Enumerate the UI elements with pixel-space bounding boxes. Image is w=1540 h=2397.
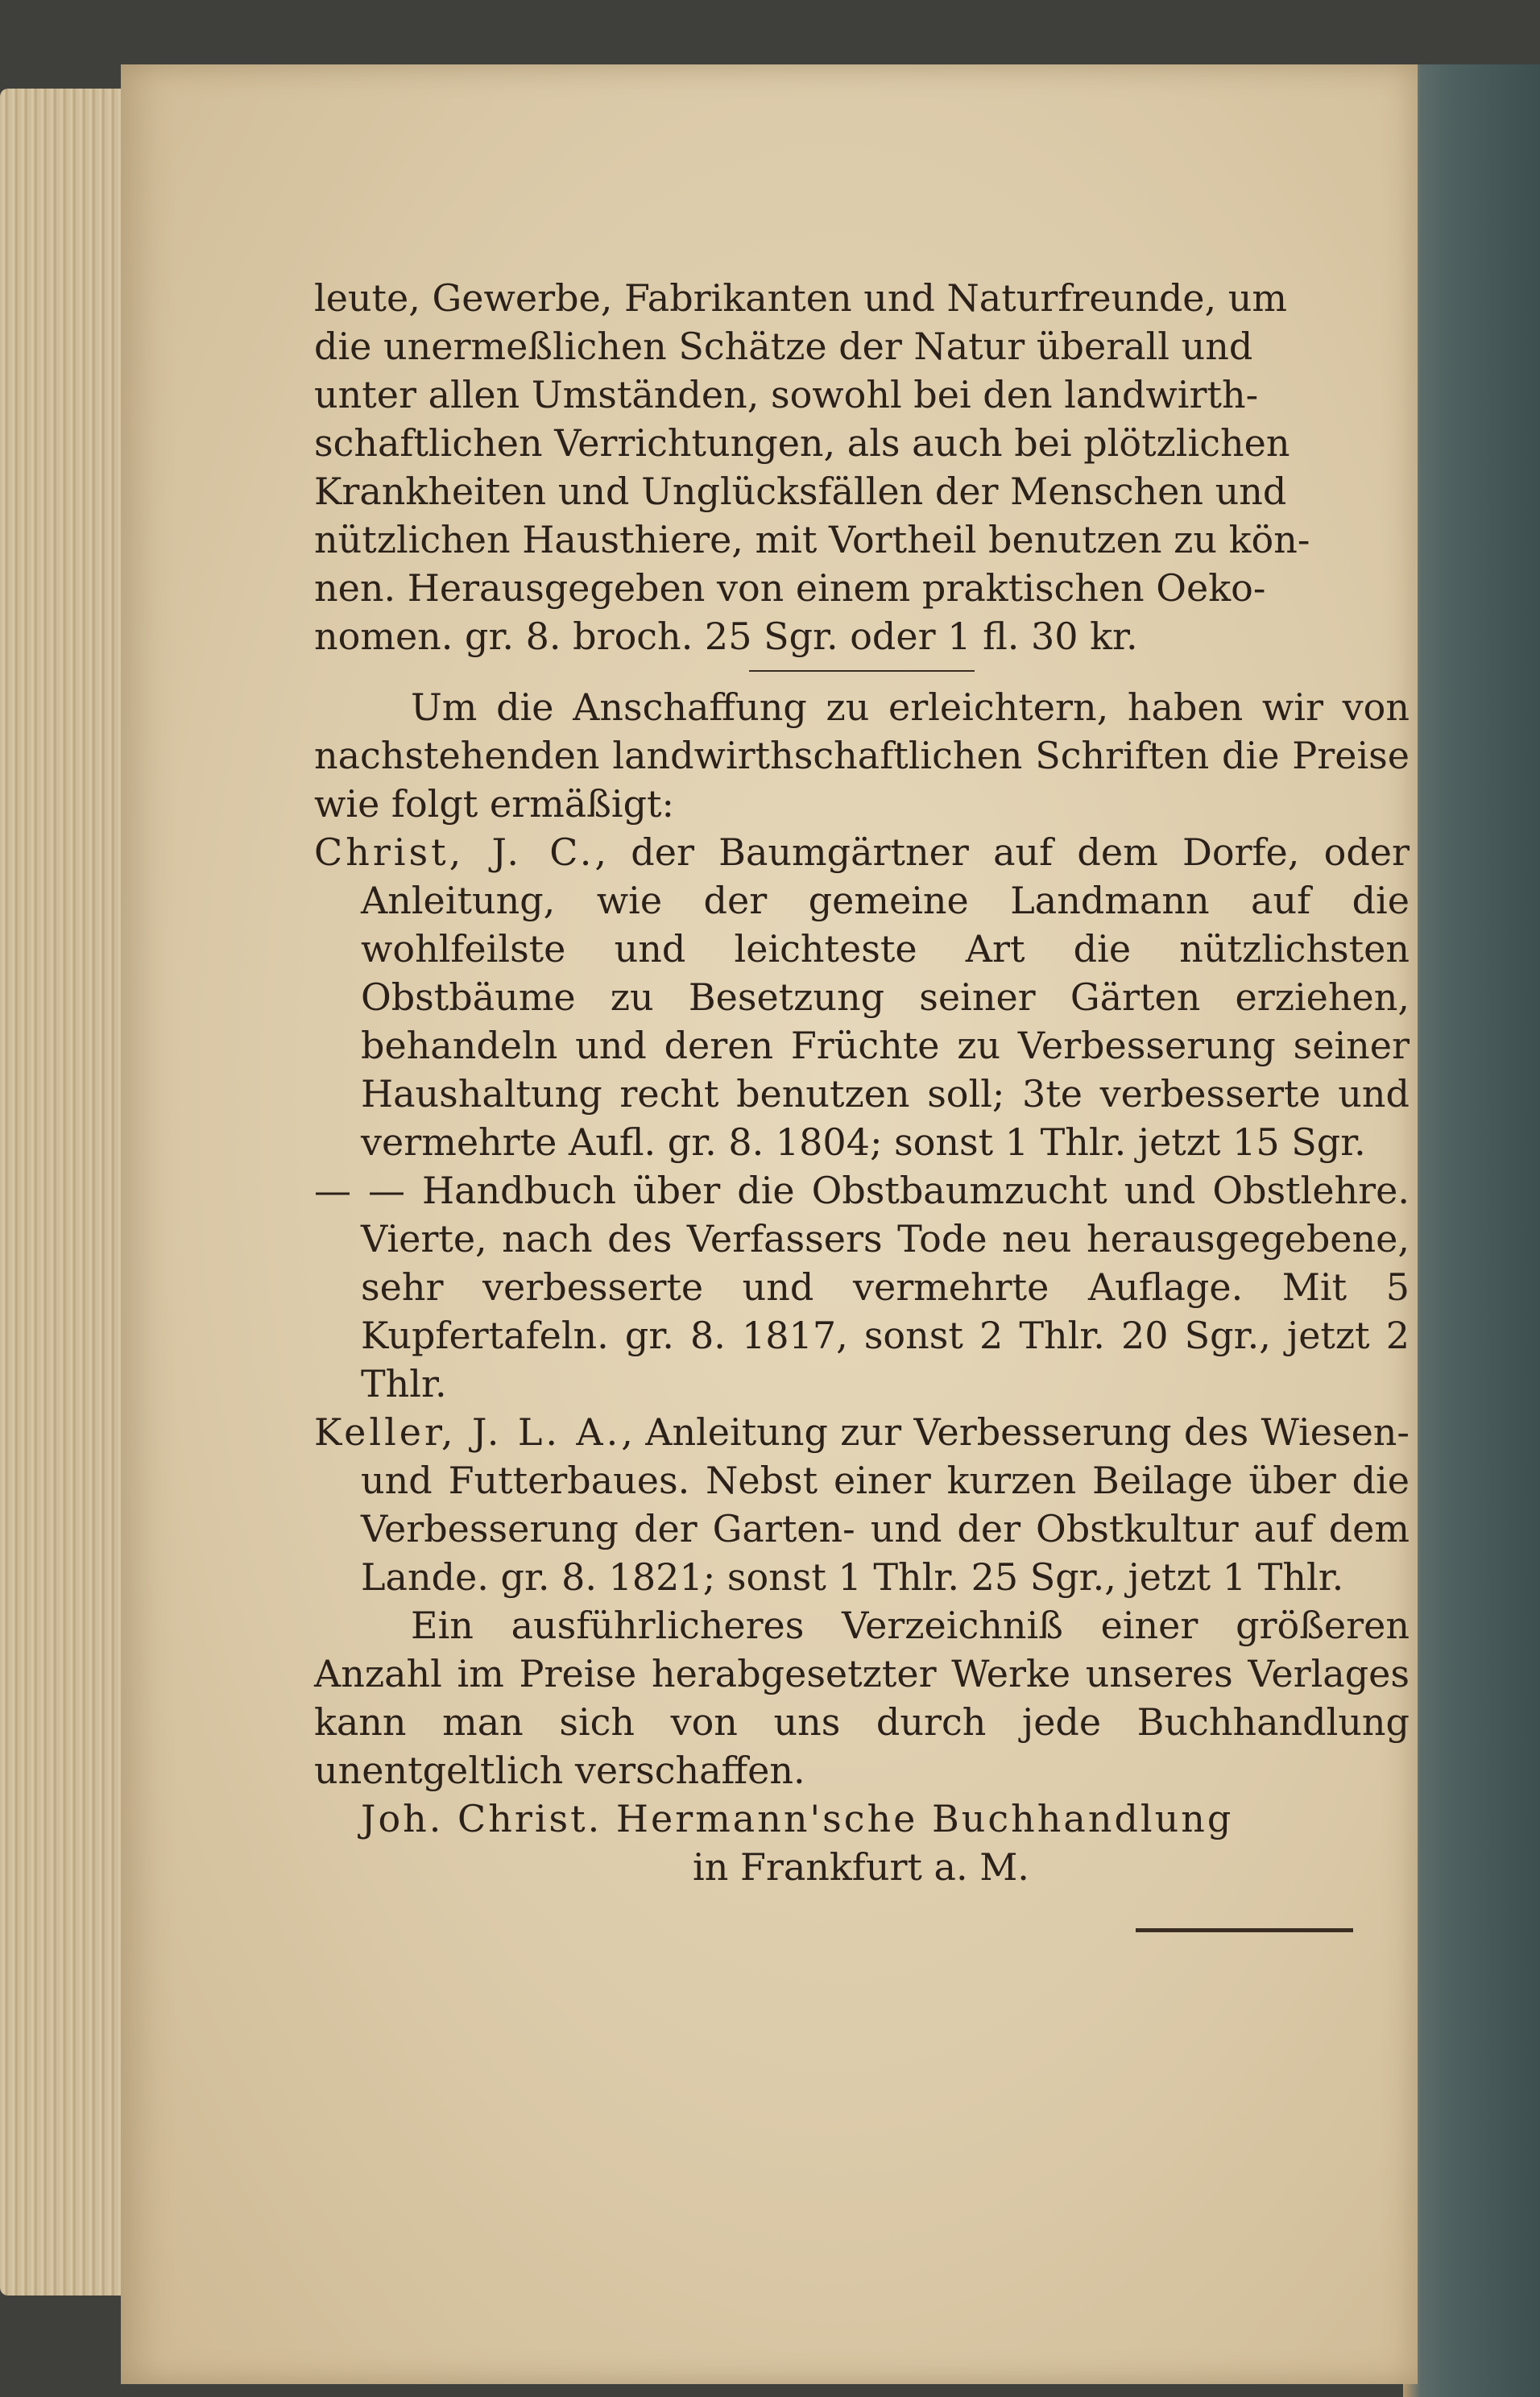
- entry-text: Handbuch über die Obstbaumzucht und Obstlehre. Vierte, nach des Verfassers Tode neu herausgegebene, sehr verbesserte und vermehrte Auflage. Mit 5 Kupfertafeln. gr. 8. 1817, sonst 2 Thlr. 20 Sgr., jetzt 2 Thlr.: [361, 1169, 1410, 1405]
- text-line: nomen. gr. 8. broch. 25 Sgr. oder 1 fl. 30 kr.: [314, 615, 1138, 658]
- page-edges: [0, 89, 141, 2296]
- publisher-name: Joh. Christ. Hermann'sche Buchhandlung: [361, 1797, 1234, 1840]
- entry-author: Keller, J. L. A.: [314, 1410, 622, 1454]
- text-line: unter allen Umständen, sowohl bei den landwirth-: [314, 373, 1259, 416]
- end-rule: [1136, 1928, 1353, 1932]
- section-divider: [749, 670, 975, 672]
- text-line: die unermeßlichen Schätze der Natur überall und: [314, 325, 1253, 368]
- entry-author: Christ, J. C.: [314, 830, 595, 874]
- text-line: nützlichen Hausthiere, mit Vortheil benutzen zu kön-: [314, 518, 1310, 561]
- page-text: [314, 274, 1410, 1947]
- catalog-entry: [314, 828, 1410, 1166]
- text-line: schaftlichen Verrichtungen, als auch bei plötzlichen: [314, 421, 1290, 465]
- text-line: nen. Herausgegeben von einem praktischen Oeko-: [314, 566, 1266, 610]
- text-line: leute, Gewerbe, Fabrikanten und Naturfreunde, um: [314, 276, 1287, 320]
- book-cover-edge: [1403, 64, 1540, 2397]
- catalog-entry: [314, 1166, 1410, 1408]
- text-line: Krankheiten und Unglücksfällen der Menschen und: [314, 470, 1287, 513]
- entry-text: , Anleitung zur Verbesserung des Wiesen- und Futterbaues. Nebst einer kurzen Beilage über die Verbesserung der Garten- und der Obstkultur auf dem Lande. gr. 8. 1821; sonst 1 Thlr. 25 Sgr., jetzt 1 Thlr.: [361, 1410, 1410, 1599]
- intro-paragraph: [314, 274, 1410, 660]
- price-notice: Um die Anschaffung zu erleichtern, haben wir von nachstehenden landwirthschaftlichen Schriften die Preise wie folgt ermäßigt:: [314, 685, 1410, 826]
- publisher-city: in Frankfurt a. M.: [693, 1845, 1029, 1889]
- catalog-entry: [314, 1408, 1410, 1601]
- entry-author: — —: [314, 1169, 405, 1212]
- entry-text: , der Baumgärtner auf dem Dorfe, oder Anleitung, wie der gemeine Landmann auf die wohlfeilste und leichteste Art die nützlichsten Obstbäume zu Besetzung seiner Gärten erziehen, behandeln und deren Früchte zu Verbesserung seiner Haushaltung recht benutzen soll; 3te verbesserte und vermehrte Aufl. gr. 8. 1804; sonst 1 Thlr. jetzt 15 Sgr.: [361, 830, 1410, 1164]
- catalog-note: Ein ausführlicheres Verzeichniß einer größeren Anzahl im Preise herabgesetzter Werke unseres Verlages kann man sich von uns durch jede Buchhandlung unentgeltlich verschaffen.: [314, 1604, 1410, 1792]
